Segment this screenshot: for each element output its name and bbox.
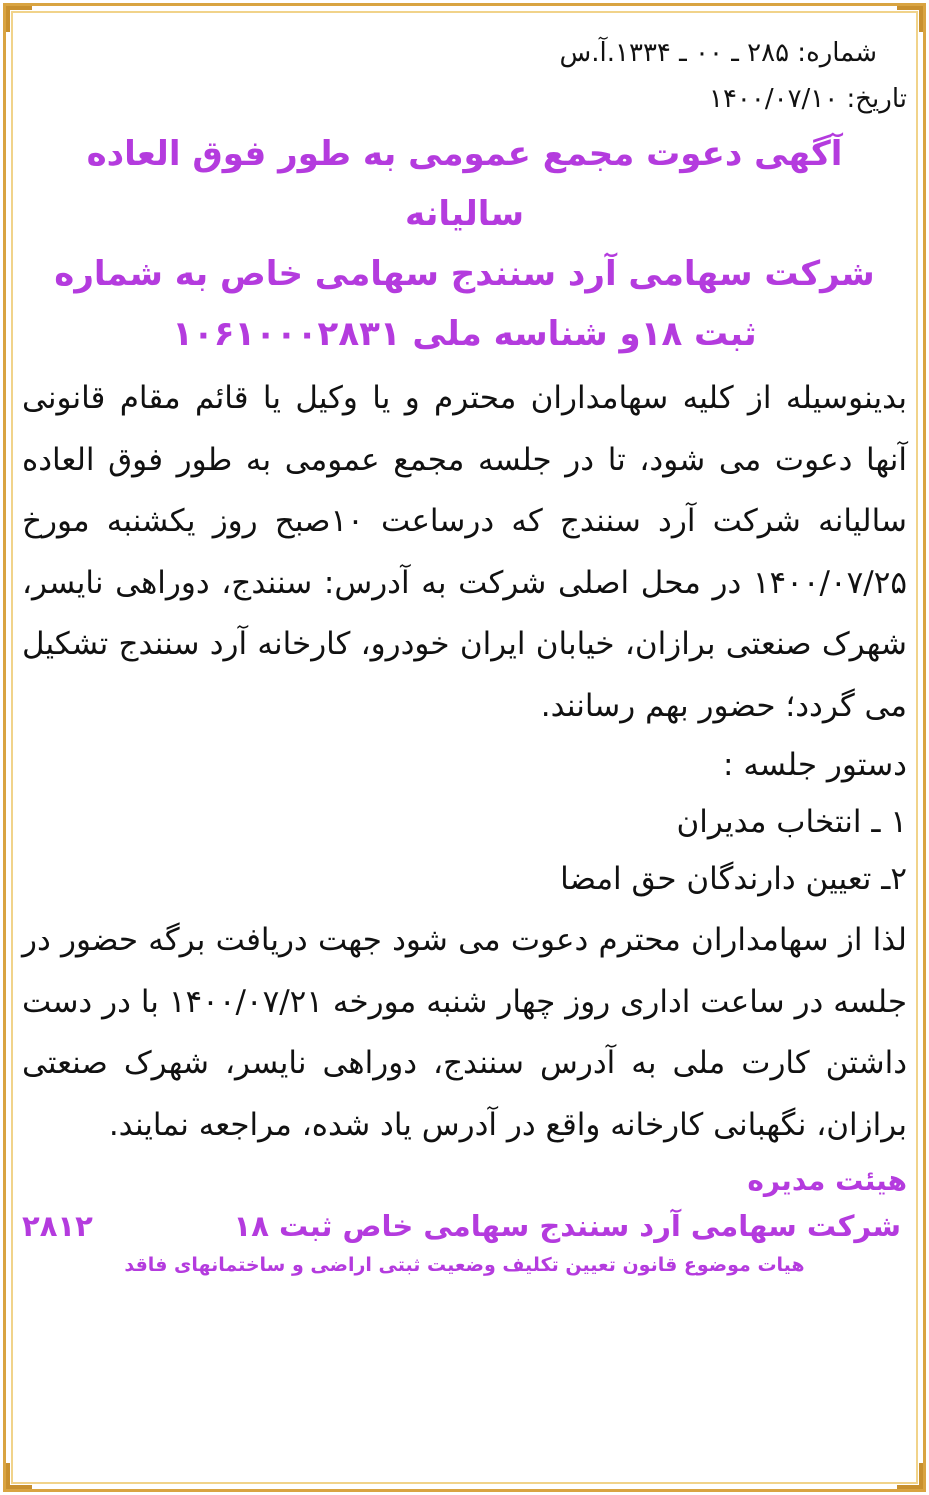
announcement: [22, 30, 907, 1479]
document-date: تاریخ: ۱۴۰۰/۰۷/۱۰: [708, 84, 907, 114]
title-line-1: آگهی دعوت مجمع عمومی به طور فوق العاده سالیانه: [86, 134, 843, 234]
company-signature: [22, 1204, 907, 1248]
title-line-2: شرکت سهامی آرد سنندج سهامی خاص به شماره: [54, 254, 875, 294]
board-signature: هیئت مدیره: [747, 1164, 907, 1197]
agenda-item-2: ۲ـ تعیین دارندگان حق امضا: [560, 861, 907, 897]
company-code: ۲۸۱۲: [22, 1209, 93, 1243]
announcement-title: [22, 124, 907, 364]
agenda-item-1: ۱ ـ انتخاب مدیران: [676, 804, 907, 840]
footer-note: هیات موضوع قانون تعیین تکلیف وضعیت ثبتی اراضی و ساختمانهای فاقد: [124, 1254, 805, 1276]
invitation-paragraph: بدینوسیله از کلیه سهامداران محترم و یا وکیل یا قائم مقام قانونی آنها دعوت می شود، تا در جلسه مجمع عمومی به طور فوق العاده سالیانه شرکت آرد سنندج که درساعت ۱۰صبح روز یکشنبه مورخ ۱۴۰۰/۰۷/۲۵ در محل اصلی شرکت به آدرس: سنندج، دوراهی نایسر، شهرک صنعتی برازان، خیابان ایران خودرو، کارخانه آرد سنندج تشکیل می گردد؛ حضور بهم رسانند.: [22, 380, 907, 724]
title-line-3: ثبت ۱۸و شناسه ملی ۱۰۶۱۰۰۰۲۸۳۱: [172, 314, 757, 354]
company-name: شرکت سهامی آرد سنندج سهامی خاص ثبت ۱۸: [233, 1209, 901, 1243]
agenda-title: دستور جلسه :: [723, 747, 907, 783]
document-number: شماره: ۲۸۵ ـ ۰۰ ـ ۱۳۳۴.آ.س: [559, 38, 877, 68]
attendance-paragraph: لذا از سهامداران محترم دعوت می شود جهت دریافت برگه حضور در جلسه در ساعت اداری روز چهار شنبه مورخه ۱۴۰۰/۰۷/۲۱ با در دست داشتن کارت ملی به آدرس سنندج، دوراهی نایسر، شهرک صنعتی برازان، نگهبانی کارخانه واقع در آدرس یاد شده، مراجعه نمایند.: [22, 922, 907, 1143]
